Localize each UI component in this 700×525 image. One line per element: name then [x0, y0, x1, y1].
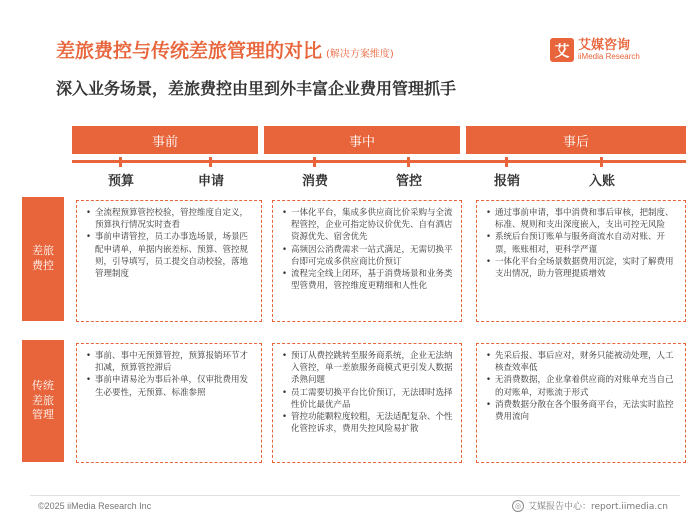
- list-item: • 事前、事中无预算管控，预算报销环节才扣减，预算管控滞后: [85, 350, 253, 374]
- list-item: • 一体化平台，集成多供应商比价采购与全流程管控，企业可指定协议价优先、自有酒店资源优先、宿舍优先: [281, 207, 453, 244]
- step-application: 申请: [197, 174, 225, 189]
- iimedia-logo-icon: 艾: [550, 38, 574, 62]
- cell-traditional-during: [272, 343, 462, 463]
- phase-after: 事后: [466, 126, 686, 154]
- list-item: • 一体化平台全场景数据费用沉淀，实时了解费用支出情况，助力管理提质增效: [485, 256, 677, 280]
- timeline-axis: [72, 160, 686, 163]
- list-item: • 系统后台预订账单与服务商流水自动对账、开票，账账相对，更科学严谨: [485, 231, 677, 255]
- list-item: • 流程完全线上闭环，基于消费场景和业务类型管费用，管控维度更精细和人性化: [281, 268, 453, 292]
- timeline-tick: [119, 157, 122, 167]
- logo-name-en: iiMedia Research: [578, 51, 640, 61]
- footer-site: [512, 499, 668, 512]
- iimedia-report-icon: ◎: [512, 500, 524, 512]
- cell-expense-during: [272, 200, 462, 322]
- list-item: • 无消费数据，企业拿着供应商的对账单充当自己的对账单，对账流于形式: [485, 374, 677, 398]
- cell-traditional-before: [76, 343, 262, 463]
- footer-divider: [30, 495, 680, 496]
- row-label-traditional: 传统差旅管理: [22, 340, 64, 462]
- footer-copyright: ©2025 iiMedia Research Inc: [38, 501, 152, 511]
- phase-before: 事前: [72, 126, 258, 154]
- list-item: • 事前申请管控，员工办事选场景，场景匹配申请单，单据内嵌差标、预算、管控规则，引导填写，员工提交自动校验，落地管理制度: [85, 231, 253, 280]
- page-title: 差旅费控与传统差旅管理的对比 (解决方案维度): [56, 40, 394, 62]
- timeline-tick: [407, 157, 410, 167]
- timeline-tick: [313, 157, 316, 167]
- list-item: • 消费数据分散在各个服务商平台，无法实时监控费用流向: [485, 399, 677, 423]
- phase-during: 事中: [264, 126, 460, 154]
- page-subtitle: 深入业务场景，差旅费控由里到外丰富企业费用管理抓手: [56, 79, 457, 98]
- step-bookkeeping: 入账: [588, 174, 616, 189]
- list-item: • 预订从费控跳转至服务商系统，企业无法纳入管控，单一差旅服务商模式更引发人数据杀熟问题: [281, 350, 453, 387]
- step-consumption: 消费: [301, 174, 329, 189]
- cell-traditional-after: [476, 343, 686, 463]
- step-budget: 预算: [107, 174, 135, 189]
- footer-site-text: 艾媒报告中心：report.iimedia.cn: [528, 502, 668, 512]
- list-item: • 先采后报、事后应对，财务只能被动处理，人工核查效率低: [485, 350, 677, 374]
- timeline-tick: [209, 157, 212, 167]
- timeline-tick: [505, 157, 508, 167]
- list-item: • 员工需要切换平台比价预订，无法即时选择性价比最优产品: [281, 387, 453, 411]
- step-reimbursement: 报销: [493, 174, 521, 189]
- list-item: • 全流程预算管控校验，管控维度自定义，预算执行情况实时查看: [85, 207, 253, 231]
- row-label-expense-control: 差旅费控: [22, 197, 64, 321]
- list-item: • 管控功能颗粒度较粗，无法适配复杂、个性化管控诉求，费用失控风险易扩散: [281, 411, 453, 435]
- list-item: • 通过事前申请，事中消费和事后审核，把制度、标准、规则和支出深度嵌入，支出可控无风险: [485, 207, 677, 231]
- page-title-note: (解决方案维度): [326, 49, 394, 60]
- list-item: • 事前申请易沦为事后补单，仅审批费用发生必要性，无预算、标准参照: [85, 374, 253, 398]
- list-item: • 高频因公消费需求一站式满足，无需切换平台即可完成多供应商比价预订: [281, 244, 453, 268]
- logo-name-cn: 艾媒咨询: [578, 37, 631, 53]
- iimedia-logo: [550, 38, 640, 62]
- timeline-tick: [600, 157, 603, 167]
- step-control: 管控: [395, 174, 423, 189]
- cell-expense-after: [476, 200, 686, 322]
- cell-expense-before: [76, 200, 262, 322]
